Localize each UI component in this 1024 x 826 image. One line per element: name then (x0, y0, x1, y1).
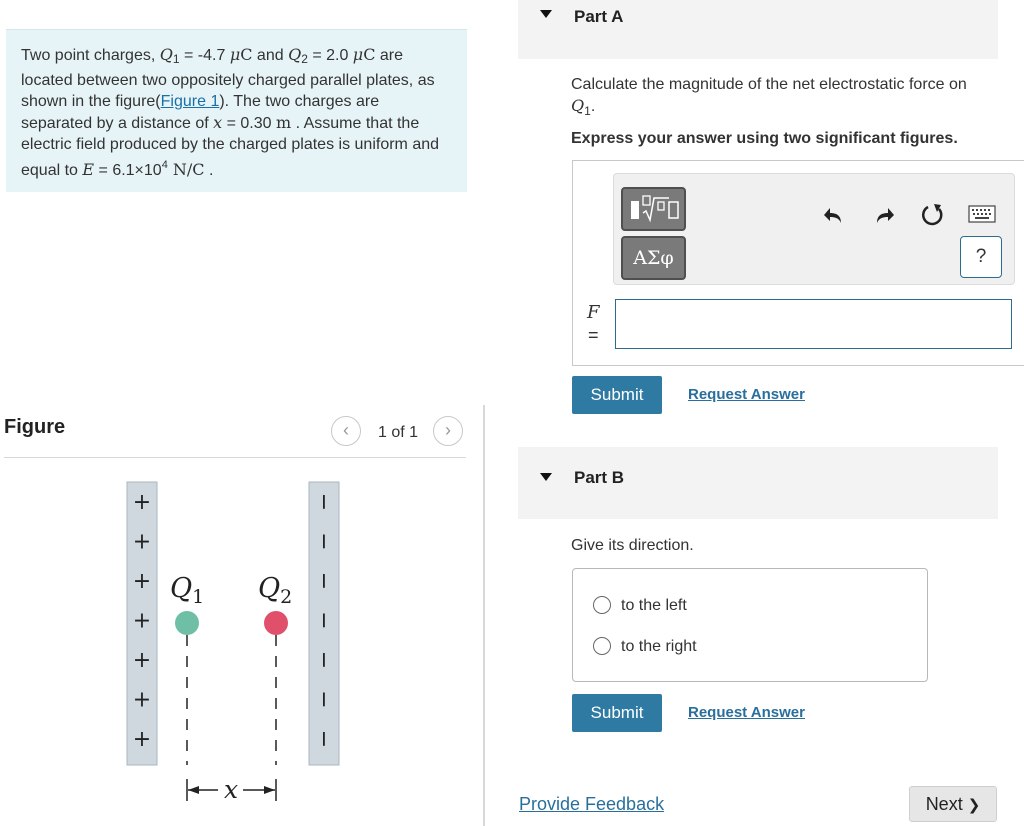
problem-text: ). The two charges are separated by a distance of (21, 93, 380, 132)
collapse-triangle-icon (540, 473, 552, 481)
part-b-request-answer-link[interactable]: Request Answer (688, 704, 805, 721)
q1-symbol: Q (571, 96, 585, 115)
variable-label (587, 301, 600, 346)
problem-statement (6, 29, 467, 192)
radio-button[interactable] (593, 637, 611, 655)
column-divider (483, 405, 485, 826)
option-right[interactable] (593, 637, 697, 656)
question-text: Calculate the magnitude of the net electrostatic force on (571, 76, 967, 93)
part-a-submit-button[interactable]: Submit (572, 376, 662, 414)
mu-symbol: μ (352, 45, 364, 64)
unit-n-per-c: N/C (167, 160, 205, 179)
q2-label: $Q_2$ (258, 573, 293, 608)
problem-text: = 6.1×10 (94, 162, 162, 179)
part-b-title: Part B (574, 468, 625, 487)
unit-coulomb: C (363, 45, 376, 64)
problem-text: = -4.7 (179, 47, 230, 64)
problem-text: and (252, 47, 289, 64)
plus-sign: + (132, 529, 152, 555)
x-symbol: x (213, 113, 223, 132)
answer-input[interactable] (615, 299, 1012, 349)
x-arrowhead-left (188, 786, 199, 794)
unit-meter: m (275, 113, 292, 132)
chevron-left-icon: ‹ (343, 420, 349, 440)
q1-label: $Q_1$ (170, 573, 205, 608)
problem-text: = 0.30 (222, 115, 276, 132)
exponent: 4 (161, 159, 168, 171)
problem-text: . Assume that the electric field produced by the charged plates is uniform and equal to (21, 115, 440, 179)
q1-charge (175, 611, 199, 635)
q2-subscript: 2 (301, 52, 308, 66)
equals-sign: = (587, 325, 599, 345)
problem-text: . (204, 162, 214, 179)
minus-sign: − (311, 532, 336, 551)
option-label: to the right (621, 638, 697, 655)
x-arrowhead-right (264, 786, 275, 794)
figure-link[interactable]: Figure 1 (160, 93, 220, 110)
problem-text: Two point charges, (21, 47, 160, 64)
e-symbol: E (82, 160, 95, 179)
q1-subscript: 1 (584, 104, 591, 119)
collapse-triangle-icon (540, 10, 552, 18)
chevron-right-icon: › (445, 420, 451, 440)
undo-icon[interactable] (822, 204, 846, 228)
chevron-right-icon: ❯ (967, 797, 981, 814)
plus-sign: + (132, 569, 152, 594)
part-a-request-answer-link[interactable]: Request Answer (688, 386, 805, 403)
part-a-header[interactable] (518, 0, 998, 59)
templates-button[interactable] (621, 187, 686, 231)
provide-feedback-link[interactable]: Provide Feedback (519, 794, 665, 814)
next-figure-button[interactable] (433, 416, 463, 446)
q2-charge (264, 611, 288, 635)
plus-sign: + (132, 608, 152, 634)
problem-text: are located between two oppositely charged parallel plates, as shown in the figure( (21, 47, 435, 110)
plus-sign: + (132, 727, 152, 752)
charges-figure (120, 475, 350, 810)
part-a-title: Part A (574, 7, 624, 26)
force-symbol: F (587, 302, 600, 323)
math-toolbar (613, 173, 1015, 285)
option-left[interactable] (593, 596, 687, 615)
previous-figure-button[interactable] (331, 416, 361, 446)
minus-sign: − (311, 571, 336, 591)
part-a-instruction: Express your answer using two significant figures. (571, 130, 958, 147)
figure-count: 1 of 1 (378, 424, 419, 441)
minus-sign: − (311, 690, 336, 709)
radical-template-icon (623, 189, 684, 229)
reset-icon[interactable] (920, 202, 946, 228)
q1-symbol: Q (159, 45, 173, 64)
minus-sign: − (311, 492, 336, 512)
help-button[interactable]: ? (960, 236, 1002, 278)
figure-title: Figure (4, 416, 66, 438)
figure-header (4, 414, 466, 458)
x-label: x (223, 775, 239, 804)
minus-sign: − (311, 611, 336, 630)
redo-icon[interactable] (872, 204, 896, 228)
part-a-question (571, 74, 1001, 122)
next-button[interactable] (909, 786, 997, 822)
keyboard-icon[interactable] (968, 205, 996, 223)
question-end: . (590, 98, 596, 115)
mu-symbol: μ (229, 45, 241, 64)
plus-sign: + (132, 490, 152, 515)
unit-coulomb: C (240, 45, 253, 64)
answer-panel (572, 160, 1024, 366)
greek-symbols-button[interactable]: ΑΣφ (621, 236, 686, 280)
plus-sign: + (132, 648, 152, 673)
q1-subscript: 1 (172, 52, 180, 66)
next-label: Next (925, 794, 963, 814)
part-b-question: Give its direction. (571, 537, 694, 554)
minus-sign: − (311, 729, 336, 749)
radio-button[interactable] (593, 596, 611, 614)
part-b-header[interactable] (518, 447, 998, 519)
part-b-submit-button[interactable]: Submit (572, 694, 662, 732)
plus-sign: + (132, 687, 152, 713)
q2-symbol: Q (288, 45, 302, 64)
direction-options (572, 568, 928, 682)
option-label: to the left (621, 597, 687, 614)
minus-sign: − (311, 650, 336, 670)
problem-text: = 2.0 (307, 47, 353, 64)
